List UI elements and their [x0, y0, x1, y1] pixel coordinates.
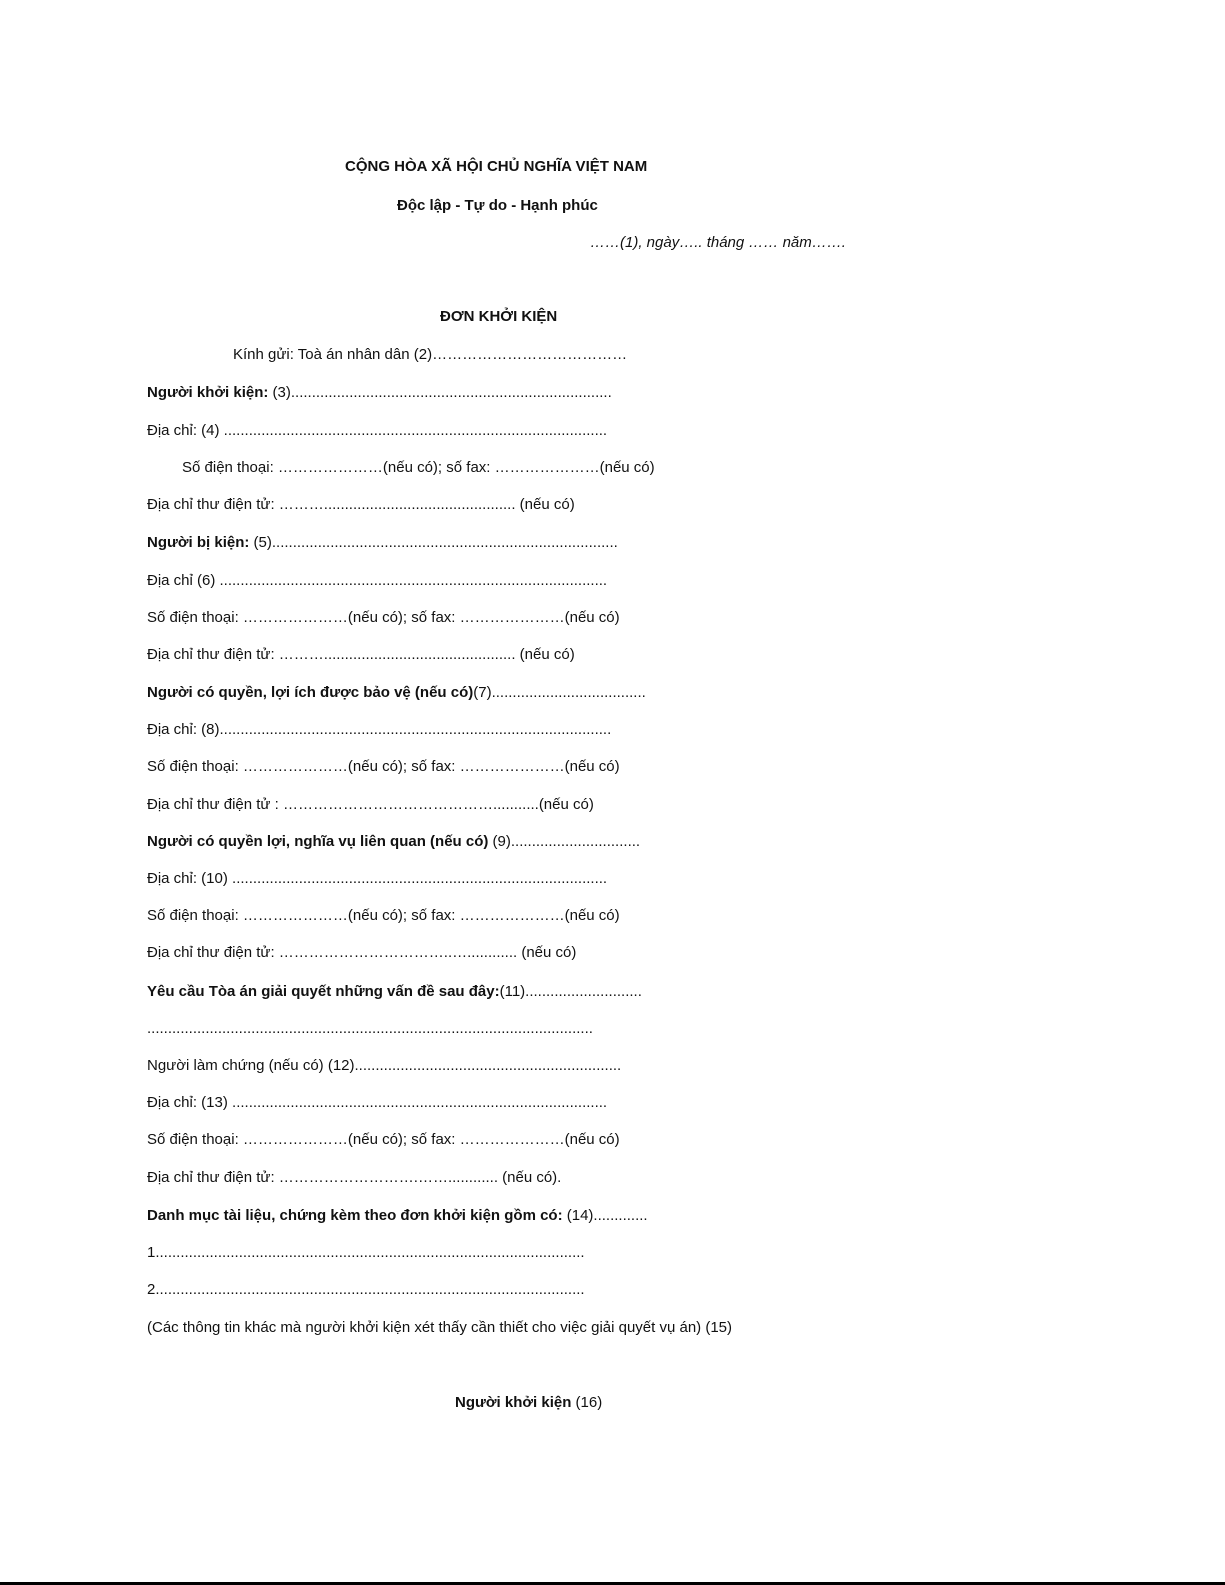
- protected-party-email: Địa chỉ thư điện tử : ……………………………………...........(nếu có): [147, 796, 594, 813]
- plaintiff-value: (3).............................................................................: [268, 384, 612, 401]
- protected-party-line: [147, 684, 646, 702]
- protected-party-value: (7).....................................: [473, 684, 646, 701]
- request-value: (11)............................: [499, 983, 642, 1000]
- attachments-line: [147, 1207, 648, 1225]
- protected-party-label: Người có quyền, lợi ích được bảo vệ (nếu có): [147, 684, 474, 701]
- nation-heading: CỘNG HÒA XÃ HỘI CHỦ NGHĨA VIỆT NAM: [345, 158, 648, 175]
- plaintiff-email: Địa chỉ thư điện tử: ……….............................................. (nếu có): [147, 496, 575, 513]
- attachments-label: Danh mục tài liệu, chứng kèm theo đơn khởi kiện gồm có:: [147, 1207, 563, 1224]
- document-title: ĐƠN KHỞI KIỆN: [440, 308, 558, 325]
- defendant-value: (5)...................................................................................: [249, 534, 618, 551]
- witness-phone: Số điện thoại: …………………(nếu có); số fax: …………………(nếu có): [147, 1131, 620, 1148]
- witness-email: Địa chỉ thư điện tử: ……………………….……............ (nếu có).: [147, 1169, 562, 1186]
- plaintiff-label: Người khởi kiện:: [147, 384, 269, 401]
- signature-label: Người khởi kiện: [455, 1394, 572, 1411]
- defendant-phone: Số điện thoại: …………………(nếu có); số fax: …………………(nếu có): [147, 609, 620, 626]
- protected-party-phone: Số điện thoại: …………………(nếu có); số fax: …………………(nếu có): [147, 758, 620, 775]
- witness-address: Địa chỉ: (13) ..........................................................................................: [147, 1094, 608, 1111]
- related-party-line: [147, 833, 640, 851]
- request-line: [147, 983, 642, 1001]
- related-party-email: Địa chỉ thư điện tử: ……………………………..…............ (nếu có): [147, 944, 577, 961]
- related-party-value: (9)...............................: [488, 833, 641, 850]
- defendant-email: Địa chỉ thư điện tử: ……….............................................. (nếu có): [147, 646, 575, 663]
- signature-value: (16): [571, 1394, 603, 1411]
- related-party-address: Địa chỉ: (10) ..........................................................................................: [147, 870, 608, 887]
- request-continuation: ...........................................................................................................: [147, 1020, 593, 1037]
- related-party-phone: Số điện thoại: …………………(nếu có); số fax: …………………(nếu có): [147, 907, 620, 924]
- plaintiff-phone: Số điện thoại: …………………(nếu có); số fax: …………………(nếu có): [182, 459, 655, 476]
- related-party-label: Người có quyền lợi, nghĩa vụ liên quan (nếu có): [147, 833, 489, 850]
- signature-line: [455, 1394, 602, 1412]
- attachment-item-2: 2.......................................................................................................: [147, 1281, 585, 1298]
- protected-party-address: Địa chỉ: (8)..............................................................................................: [147, 721, 612, 738]
- witness-line: Người làm chứng (nếu có) (12)................................................................: [147, 1057, 622, 1074]
- defendant-address: Địa chỉ (6) .............................................................................................: [147, 572, 608, 589]
- plaintiff-line: [147, 384, 612, 402]
- date-line: ……(1), ngày….. tháng …… năm…….: [590, 234, 846, 251]
- recipient-line: Kính gửi: Toà án nhân dân (2)…………………………………: [233, 346, 628, 363]
- defendant-label: Người bị kiện:: [147, 534, 250, 551]
- motto: Độc lập - Tự do - Hạnh phúc: [397, 197, 598, 214]
- attachments-value: (14).............: [562, 1207, 648, 1224]
- attachment-item-1: 1.......................................................................................................: [147, 1244, 585, 1261]
- other-info: (Các thông tin khác mà người khởi kiện xét thấy cần thiết cho việc giải quyết vụ án) (15): [147, 1319, 733, 1336]
- request-label: Yêu cầu Tòa án giải quyết những vấn đề sau đây:: [147, 983, 500, 1000]
- plaintiff-address: Địa chỉ: (4) ............................................................................................: [147, 422, 608, 439]
- defendant-line: [147, 534, 618, 552]
